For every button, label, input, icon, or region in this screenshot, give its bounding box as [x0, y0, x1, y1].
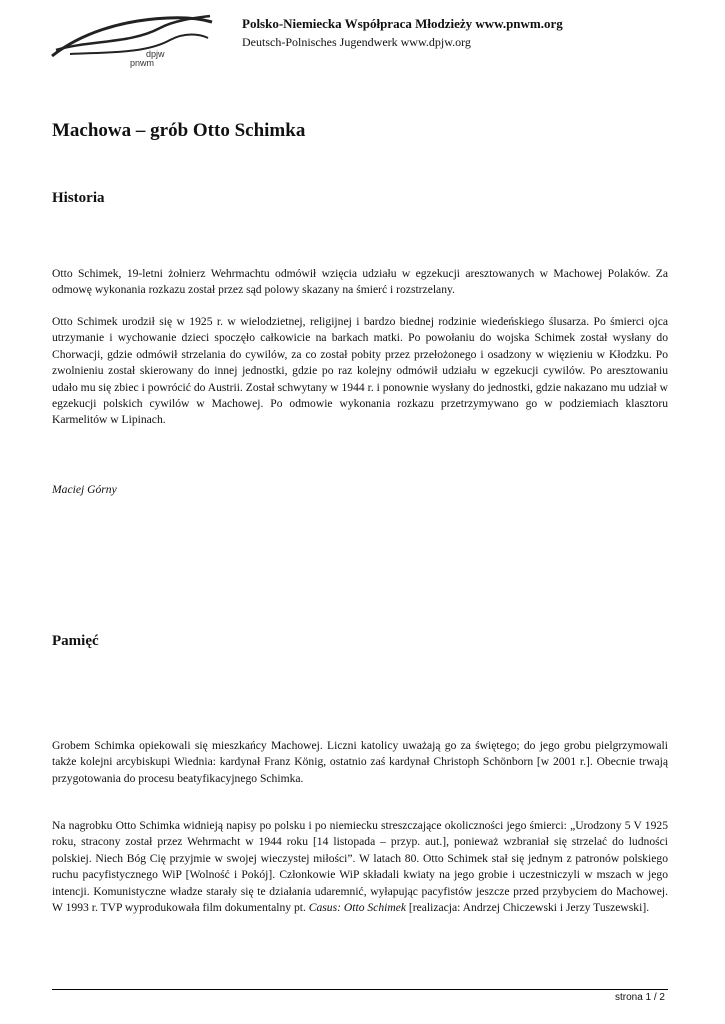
author-name: Maciej Górny [52, 483, 117, 496]
section-heading-pamiec: Pamięć [52, 633, 99, 649]
pamiec-paragraph-2-text-a: Na nagrobku Otto Schimka widnieją napisy po polsku i po niemiecku streszczające okoliczności jego śmierci: „Urodzony 5 V 1925 roku, stracony został przez Wehrmacht w 1944 roku [14 listopada – przyp. aut.], ponieważ wzbraniał się strzelać do ludności polskiej. Niech Bóg Cię przyjmie w swojej wieczystej miłości”. W latach 80. Otto Schimek stał się jednym z patronów polskiego ruchu pacyfistycznego WiP [Wolność i Pokój]. Członkowie WiP składali kwiaty na jego grobie i uczestniczyli w mszach w jego intencji. Komunistyczne władze starały się te działania udaremnić, wyłapując pacyfistów jeszcze przed przybyciem do Machowej. W 1993 r. TVP wyprodukowała film dokumentalny pt. [52, 819, 668, 915]
logo-text-pnwm: pnwm [130, 58, 155, 68]
pamiec-paragraph-2 [52, 818, 668, 916]
page-header [50, 14, 675, 74]
logo-text-dpjw: dpjw [146, 49, 165, 59]
footer-divider [52, 989, 668, 990]
org-name-polish: Polsko-Niemiecka Współpraca Młodzieży www.pnwm.org [242, 16, 563, 31]
historia-paragraph-1: Otto Schimek, 19-letni żołnierz Wehrmachtu odmówił wzięcia udziału w egzekucji aresztowanych w Machowej Polaków. Za odmowę wykonania rozkazu został przez sąd polowy skazany na śmierć i rozstrzelany. [52, 267, 668, 297]
film-title: Casus: Otto Schimek [308, 901, 407, 915]
org-name-german: Deutsch-Polnisches Jugendwerk www.dpjw.org [242, 35, 471, 49]
pamiec-paragraph-2-text-b: [realizacja: Andrzej Chiczewski i Jerzy Tuszewski]. [406, 901, 650, 915]
header-org-info [242, 16, 563, 50]
dpjw-logo [50, 14, 215, 72]
historia-paragraph-2: Otto Schimek urodził się w 1925 r. w wielodzietnej, religijnej i bardzo biednej rodzinie wiedeńskiego ślusarza. Po śmierci ojca utrzymanie i wychowanie dzieci spoczęło całkowicie na barkach matki. Po powołaniu do wojska Schimek został wysłany do Chorwacji, gdzie odmówił strzelania do cywilów, za co został pobity przez przełożonego i osadzony w więzieniu w Kłodzku. Po zwolnieniu został skierowany do innej jednostki, gdzie po raz kolejny odmówił udziału w egzekucji cywilów. Po aresztowaniu udało mu się zbiec i powrócić do Austrii. Został schwytany w 1944 r. i ponownie wysłany do jednostki, gdzie nakazano mu udział w egzekucji polskich cywilów w Machowej. Po odmowie wykonania rozkazu przetrzymywano go w podziemiach klasztoru Karmelitów w Lipinach. [52, 315, 668, 427]
section-heading-historia: Historia [52, 190, 105, 206]
page-number: strona 1 / 2 [614, 992, 665, 1003]
page-title: Machowa – grób Otto Schimka [52, 120, 306, 141]
pamiec-paragraph-1: Grobem Schimka opiekowali się mieszkańcy Machowej. Liczni katolicy uważają go za świętego; do jego grobu pielgrzymowali także kolejni arcybiskupi Wiednia: kardynał Franz König, ostatnio zaś kardynał Christoph Schönborn [w 2001 r.]. Obecnie trwają przygotowania do procesu beatyfikacyjnego Schimka. [52, 739, 668, 785]
